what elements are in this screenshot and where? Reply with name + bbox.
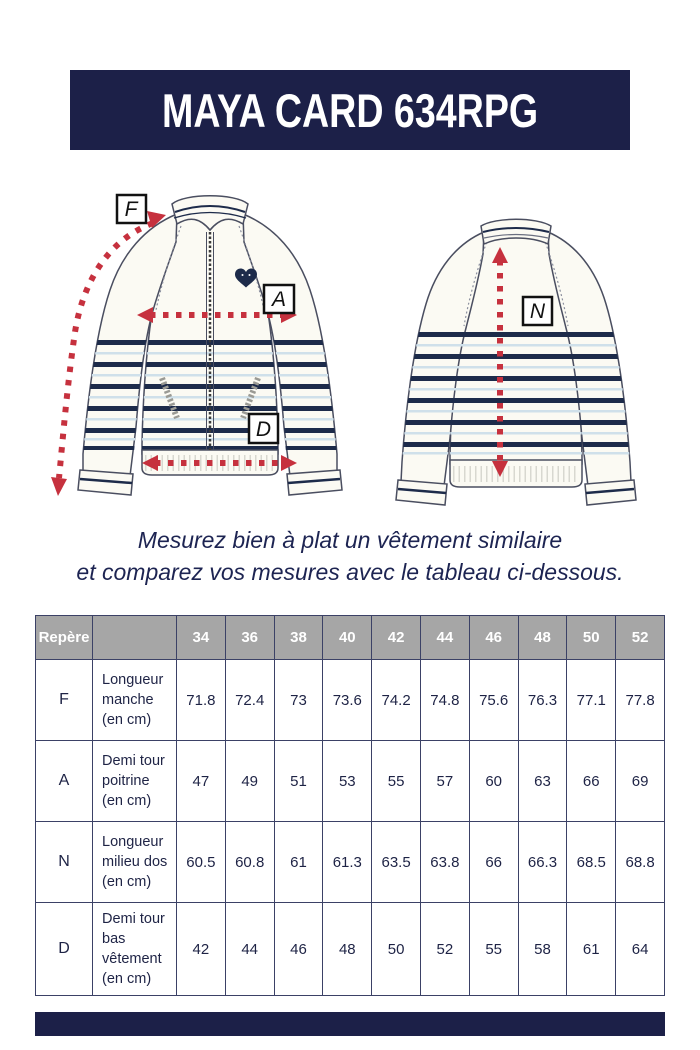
measure-value-cell: 64 bbox=[616, 903, 665, 996]
measure-value-cell: 71.8 bbox=[177, 660, 226, 741]
measure-value-cell: 73.6 bbox=[323, 660, 372, 741]
measure-value-cell: 66.3 bbox=[518, 822, 567, 903]
size-table-header bbox=[36, 616, 665, 660]
label-box-N bbox=[523, 297, 552, 325]
size-table-body bbox=[36, 660, 665, 996]
measure-value-cell: 60 bbox=[469, 741, 518, 822]
measure-value-cell: 66 bbox=[469, 822, 518, 903]
page-title: MAYA CARD 634RPG bbox=[161, 83, 539, 137]
measure-value-cell: 52 bbox=[420, 903, 469, 996]
measure-value-cell: 44 bbox=[225, 903, 274, 996]
size-header-cell: 34 bbox=[177, 616, 226, 660]
measure-value-cell: 60.8 bbox=[225, 822, 274, 903]
measure-value-cell: 75.6 bbox=[469, 660, 518, 741]
measure-value-cell: 51 bbox=[274, 741, 323, 822]
measure-value-cell: 61.3 bbox=[323, 822, 372, 903]
size-header-cell: 52 bbox=[616, 616, 665, 660]
measure-code-cell: D bbox=[36, 903, 93, 996]
measure-value-cell: 58 bbox=[518, 903, 567, 996]
measure-code-cell: A bbox=[36, 741, 93, 822]
blank-header-cell bbox=[93, 616, 177, 660]
measure-value-cell: 77.1 bbox=[567, 660, 616, 741]
label-D: D bbox=[255, 418, 272, 441]
table-row bbox=[36, 903, 665, 996]
measure-value-cell: 63.5 bbox=[372, 822, 421, 903]
measure-value-cell: 47 bbox=[177, 741, 226, 822]
measure-value-cell: 63 bbox=[518, 741, 567, 822]
measure-value-cell: 55 bbox=[469, 903, 518, 996]
measure-label-cell: Demi tour poitrine (en cm) bbox=[93, 741, 177, 822]
size-header-cell: 50 bbox=[567, 616, 616, 660]
measure-value-cell: 66 bbox=[567, 741, 616, 822]
measure-label-cell: Longueur milieu dos (en cm) bbox=[93, 822, 177, 903]
measure-value-cell: 73 bbox=[274, 660, 323, 741]
label-A: A bbox=[271, 288, 287, 311]
measure-value-cell: 72.4 bbox=[225, 660, 274, 741]
measure-value-cell: 61 bbox=[274, 822, 323, 903]
table-row bbox=[36, 660, 665, 741]
measure-value-cell: 49 bbox=[225, 741, 274, 822]
size-header-cell: 40 bbox=[323, 616, 372, 660]
size-table-container bbox=[35, 615, 665, 996]
title-banner bbox=[70, 70, 630, 150]
garment-front-diagram bbox=[50, 182, 372, 514]
size-header-cell: 44 bbox=[420, 616, 469, 660]
measure-value-cell: 48 bbox=[323, 903, 372, 996]
measure-value-cell: 60.5 bbox=[177, 822, 226, 903]
measure-value-cell: 57 bbox=[420, 741, 469, 822]
measure-value-cell: 53 bbox=[323, 741, 372, 822]
instructions-line-2: et comparez vos mesures avec le tableau ci-dessous. bbox=[76, 559, 624, 586]
garment-back-diagram bbox=[376, 198, 658, 510]
table-row bbox=[36, 822, 665, 903]
label-N: N bbox=[529, 300, 546, 323]
label-box-A bbox=[264, 285, 294, 313]
size-header-cell: 48 bbox=[518, 616, 567, 660]
label-box-D bbox=[249, 414, 278, 443]
size-table-header-row bbox=[36, 616, 665, 660]
label-box-F bbox=[117, 195, 146, 223]
measure-code-cell: N bbox=[36, 822, 93, 903]
size-table bbox=[35, 615, 665, 996]
measure-value-cell: 68.5 bbox=[567, 822, 616, 903]
measure-value-cell: 76.3 bbox=[518, 660, 567, 741]
measure-value-cell: 61 bbox=[567, 903, 616, 996]
measure-value-cell: 74.2 bbox=[372, 660, 421, 741]
measuring-instructions bbox=[0, 524, 700, 588]
corner-header-cell: Repère bbox=[36, 616, 93, 660]
table-row bbox=[36, 741, 665, 822]
measure-value-cell: 74.8 bbox=[420, 660, 469, 741]
size-header-cell: 46 bbox=[469, 616, 518, 660]
measure-code-cell: F bbox=[36, 660, 93, 741]
footer-bar bbox=[35, 1012, 665, 1036]
label-F: F bbox=[124, 198, 138, 221]
measure-value-cell: 50 bbox=[372, 903, 421, 996]
size-header-cell: 42 bbox=[372, 616, 421, 660]
measure-value-cell: 55 bbox=[372, 741, 421, 822]
measure-value-cell: 69 bbox=[616, 741, 665, 822]
measure-value-cell: 46 bbox=[274, 903, 323, 996]
measure-label-cell: Demi tour bas vêtement (en cm) bbox=[93, 903, 177, 996]
size-header-cell: 36 bbox=[225, 616, 274, 660]
measure-value-cell: 77.8 bbox=[616, 660, 665, 741]
measure-value-cell: 68.8 bbox=[616, 822, 665, 903]
measure-value-cell: 63.8 bbox=[420, 822, 469, 903]
instructions-line-1: Mesurez bien à plat un vêtement similaire bbox=[137, 527, 563, 553]
size-header-cell: 38 bbox=[274, 616, 323, 660]
measure-label-cell: Longueur manche (en cm) bbox=[93, 660, 177, 741]
measure-value-cell: 42 bbox=[177, 903, 226, 996]
